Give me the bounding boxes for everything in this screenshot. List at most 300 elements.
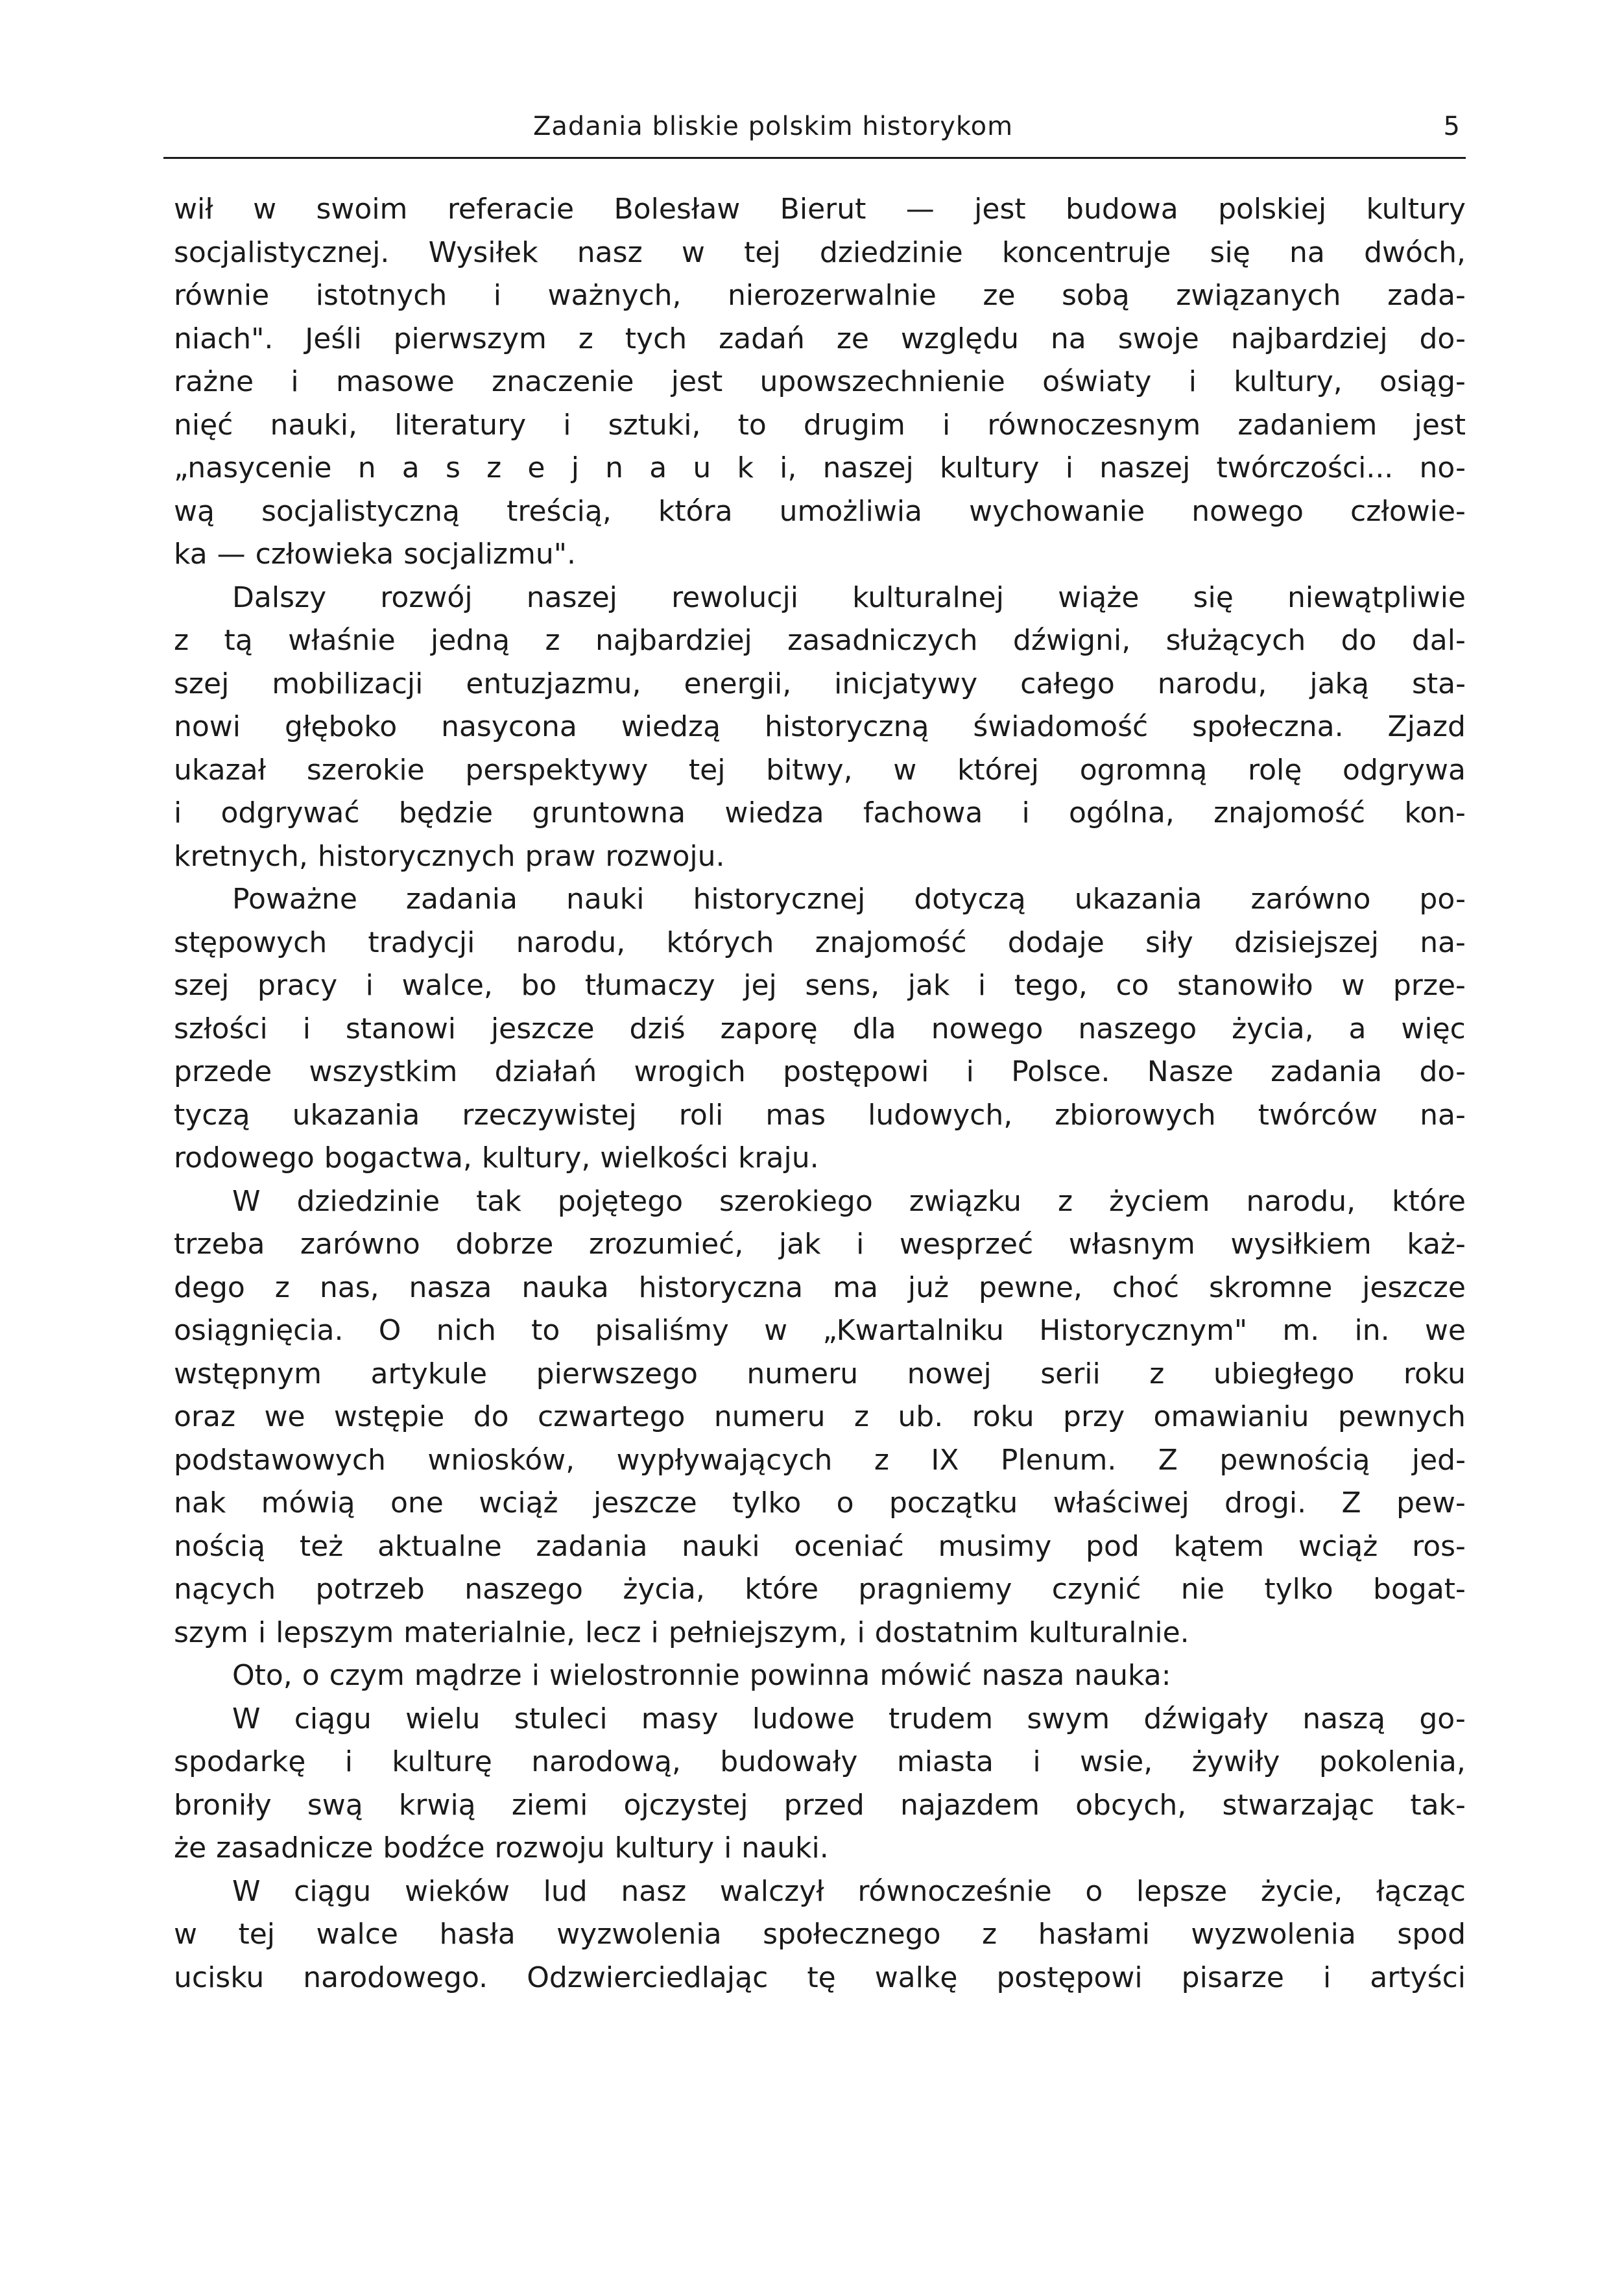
word: ukazania	[1074, 883, 1202, 916]
word: wsie,	[1080, 1745, 1153, 1778]
word: kultury,	[481, 1141, 591, 1174]
word: zadania	[536, 1529, 648, 1563]
word: dego	[174, 1270, 245, 1304]
word: miasta	[896, 1745, 994, 1778]
word: socjalizmu".	[403, 538, 576, 571]
text-line	[174, 835, 1466, 879]
word: Nasze	[1147, 1055, 1234, 1088]
word: wniosków,	[427, 1443, 575, 1477]
word: wstępie	[333, 1400, 445, 1433]
word: i	[856, 1228, 865, 1261]
word: tego,	[1014, 969, 1088, 1002]
word: bo	[521, 969, 557, 1002]
word: postępowi	[996, 1960, 1143, 1994]
word: a	[649, 451, 667, 484]
word: swoim	[316, 193, 408, 226]
word: do	[473, 1400, 509, 1433]
word: ojczystej	[623, 1788, 748, 1822]
word: zasadnicze	[216, 1831, 374, 1865]
word: zada-	[1387, 279, 1466, 312]
word: pokolenia,	[1319, 1745, 1466, 1778]
word: nasza	[981, 1659, 1065, 1692]
word: O	[378, 1314, 401, 1347]
word: stuleci	[514, 1702, 608, 1735]
word: nasza	[409, 1270, 492, 1304]
word: nas,	[319, 1270, 379, 1304]
text-line	[174, 577, 1466, 620]
word: ogromną	[1079, 753, 1208, 787]
word: jeszcze	[490, 1012, 595, 1045]
word: ubiegłego	[1213, 1357, 1355, 1390]
word: pierwszym	[393, 322, 547, 355]
word: musimy	[938, 1529, 1052, 1563]
text-line	[174, 533, 1466, 577]
word: właśnie	[288, 624, 396, 657]
word: krwią	[398, 1788, 476, 1822]
word: życia,	[1232, 1012, 1314, 1045]
word: nierozerwalnie	[728, 279, 937, 312]
word: przede	[174, 1055, 272, 1088]
word: masy	[641, 1702, 719, 1735]
word: pisarze	[1181, 1960, 1284, 1994]
word: materialnie,	[403, 1615, 575, 1649]
word: nauki	[566, 883, 645, 916]
word: z	[1149, 1357, 1165, 1390]
text-line	[174, 663, 1466, 706]
word: nie	[1180, 1573, 1224, 1606]
word: budowały	[720, 1745, 858, 1778]
word: broniły	[174, 1788, 272, 1822]
word: pełniejszym,	[668, 1615, 848, 1649]
word: narodową,	[531, 1745, 681, 1778]
word: one	[390, 1486, 444, 1519]
word: ze	[983, 279, 1016, 312]
word: znajomość	[815, 925, 967, 959]
word: zbiorowych	[1055, 1098, 1216, 1132]
word: historyczna	[638, 1270, 804, 1304]
word: nowej	[907, 1357, 992, 1390]
word: do-	[1419, 1055, 1466, 1088]
word: nięć	[174, 408, 233, 442]
word: postępowi	[783, 1055, 929, 1088]
word: hasłami	[1038, 1918, 1150, 1951]
word: z	[982, 1918, 997, 1951]
word: zadania	[405, 883, 518, 916]
word: żywiły	[1191, 1745, 1280, 1778]
word: sta-	[1411, 667, 1466, 700]
word: potrzeb	[315, 1573, 425, 1606]
word: istotnych	[315, 279, 448, 312]
word: mówią	[261, 1486, 355, 1519]
word: budowa	[1066, 193, 1178, 226]
word: i	[365, 969, 374, 1002]
word: dla	[852, 1012, 896, 1045]
word: ros-	[1412, 1529, 1466, 1563]
word: o	[1085, 1874, 1103, 1908]
word: szej	[174, 969, 230, 1002]
text-line	[174, 792, 1466, 835]
word: roku	[972, 1400, 1034, 1433]
word: nauki,	[270, 408, 357, 442]
word: szej	[174, 667, 230, 700]
word: też	[299, 1529, 344, 1563]
word: właściwej	[1053, 1486, 1189, 1519]
word: tą	[224, 624, 253, 657]
text-line	[174, 878, 1466, 922]
word: mas	[765, 1098, 826, 1132]
word: ub.	[898, 1400, 944, 1433]
word: wyzwolenia	[556, 1918, 722, 1951]
word: oceniać	[794, 1529, 904, 1563]
word: wiedzą	[621, 710, 721, 743]
word: rozwoju	[494, 1831, 605, 1865]
word: Polsce.	[1011, 1055, 1110, 1088]
word: hasła	[439, 1918, 516, 1951]
word: tę	[807, 1960, 836, 1994]
word: tej	[238, 1918, 276, 1951]
word: i	[651, 1615, 659, 1649]
word: perspektywy	[465, 753, 649, 787]
word: kątem	[1173, 1529, 1265, 1563]
text-line	[174, 1957, 1466, 2000]
word: z	[874, 1443, 889, 1477]
text-line	[174, 188, 1466, 232]
word: mobilizacji	[272, 667, 424, 700]
word: stępowych	[174, 925, 328, 959]
text-line	[174, 964, 1466, 1008]
word: nauki.	[741, 1831, 829, 1865]
word: na	[1289, 235, 1325, 269]
text-line	[174, 619, 1466, 663]
word: historycznej	[693, 883, 866, 916]
word: tłumaczy	[584, 969, 715, 1002]
word: wypływających	[616, 1443, 833, 1477]
word: drugim	[803, 408, 905, 442]
word: wstępnym	[174, 1357, 322, 1390]
word: rolę	[1248, 753, 1302, 787]
word: we	[1424, 1314, 1466, 1347]
word: wychowanie	[969, 494, 1145, 528]
word: ziemi	[511, 1788, 588, 1822]
word: początku	[889, 1486, 1018, 1519]
word: społeczna.	[1192, 710, 1344, 743]
word: człowie-	[1350, 494, 1466, 528]
text-line	[174, 1353, 1466, 1396]
word: i	[724, 1831, 732, 1865]
word: zarówno	[1250, 883, 1371, 916]
word: jest	[671, 365, 723, 398]
word: szłości	[174, 1012, 268, 1045]
word: praw	[525, 839, 596, 873]
word: kulturalnie.	[1028, 1615, 1189, 1649]
word: stwarzając	[1222, 1788, 1375, 1822]
text-line	[174, 1913, 1466, 1957]
word: odgrywać	[221, 796, 360, 829]
word: dziś	[629, 1012, 686, 1045]
word: bogactwa,	[324, 1141, 472, 1174]
word: dotyczą	[914, 883, 1026, 916]
word: swym	[1027, 1702, 1110, 1735]
word: dźwigni,	[1012, 624, 1131, 657]
text-line	[174, 1827, 1466, 1870]
word: na-	[1420, 925, 1466, 959]
word: naszej	[822, 451, 914, 484]
page-number: 5	[1443, 112, 1461, 141]
word: i	[493, 279, 501, 312]
word: wielkości	[600, 1141, 728, 1174]
word: pragniemy	[858, 1573, 1012, 1606]
word: roku	[1403, 1357, 1466, 1390]
word: znajomość	[1213, 796, 1366, 829]
word: wił	[174, 193, 213, 226]
word: będzie	[398, 796, 494, 829]
word: zaporę	[720, 1012, 818, 1045]
word: pew-	[1396, 1486, 1466, 1519]
word: równoczesnym	[987, 408, 1201, 442]
word: swoje	[1117, 322, 1199, 355]
text-line	[174, 1784, 1466, 1828]
word: Plenum.	[1000, 1443, 1117, 1477]
word: ludowych,	[868, 1098, 1013, 1132]
word: w	[1341, 969, 1365, 1002]
word: jeszcze	[593, 1486, 697, 1519]
word: z	[174, 624, 189, 657]
word: ciągu	[294, 1702, 372, 1735]
word: zadaniem	[1237, 408, 1378, 442]
word: własnym	[1068, 1228, 1195, 1261]
word: dwóch,	[1364, 235, 1466, 269]
word: in.	[1354, 1314, 1390, 1347]
word: prze-	[1392, 969, 1466, 1002]
word: niach".	[174, 322, 274, 355]
word: jest	[1414, 408, 1466, 442]
word: bogat-	[1373, 1573, 1466, 1606]
word: pewne,	[979, 1270, 1082, 1304]
word: twórców	[1258, 1098, 1378, 1132]
word: W	[232, 1184, 261, 1218]
word: socjalistycznej.	[174, 235, 390, 269]
text-line	[174, 1612, 1466, 1655]
word: nących	[174, 1573, 276, 1606]
word: że	[174, 1831, 207, 1865]
word: „Kwartalniku	[822, 1314, 1005, 1347]
word: mówić	[879, 1659, 972, 1692]
word: nością	[174, 1529, 266, 1563]
word: W	[232, 1874, 261, 1908]
text-line	[174, 404, 1466, 447]
word: ze	[836, 322, 869, 355]
word: osiągnięcia.	[174, 1314, 344, 1347]
word: związanych	[1176, 279, 1341, 312]
word: jeszcze	[1362, 1270, 1466, 1304]
word: i	[1033, 1745, 1041, 1778]
word: po-	[1419, 883, 1466, 916]
word: sens,	[805, 969, 880, 1002]
word: tradycji	[368, 925, 475, 959]
word: z	[854, 1400, 870, 1433]
word: dziedzinie	[819, 235, 963, 269]
word: go-	[1419, 1702, 1466, 1735]
word: treścią,	[507, 494, 612, 528]
word: działań	[494, 1055, 597, 1088]
word: naszej	[526, 580, 617, 614]
word: których	[666, 925, 774, 959]
word: fachowa	[863, 796, 983, 829]
word: dostatnim	[874, 1615, 1019, 1649]
text-line	[174, 1870, 1466, 1914]
word: kultury,	[1234, 365, 1343, 398]
text-line	[174, 922, 1466, 965]
word: tej	[744, 235, 781, 269]
word: walczył	[719, 1874, 824, 1908]
text-line	[174, 1439, 1466, 1483]
word: walkę	[874, 1960, 958, 1994]
running-title: Zadania bliskie polskim historykom	[533, 112, 1014, 141]
word: zadań	[719, 322, 805, 355]
word: rozwoju.	[605, 839, 725, 873]
word: znaczenie	[491, 365, 634, 398]
word: IX	[931, 1443, 959, 1477]
word: Zjazd	[1387, 710, 1466, 743]
word: powinna	[749, 1659, 870, 1692]
word: ukazał	[174, 753, 267, 787]
word: ma	[833, 1270, 878, 1304]
word: lecz	[584, 1615, 641, 1649]
word: i	[857, 1615, 865, 1649]
word: bitwy,	[766, 753, 853, 787]
word: wiedza	[724, 796, 824, 829]
word: w	[253, 193, 277, 226]
word: się	[1210, 235, 1250, 269]
word: sobą	[1062, 279, 1130, 312]
word: kulturę	[392, 1745, 492, 1778]
word: drogi.	[1224, 1486, 1307, 1519]
word: pracy	[257, 969, 338, 1002]
word: szym	[174, 1615, 248, 1649]
word: wielu	[405, 1702, 481, 1735]
word: której	[957, 753, 1040, 787]
word: całego	[1020, 667, 1115, 700]
word: nasz	[577, 235, 643, 269]
word: równocześnie	[857, 1874, 1052, 1908]
word: tylko	[1264, 1573, 1333, 1606]
word: z	[578, 322, 593, 355]
word: i	[1188, 365, 1197, 398]
word: skromne	[1209, 1270, 1333, 1304]
header-rule	[163, 157, 1466, 159]
word: „nasycenie	[174, 451, 332, 484]
word: we	[264, 1400, 305, 1433]
word: jed-	[1411, 1443, 1466, 1477]
word: pisaliśmy	[595, 1314, 729, 1347]
word: narodu,	[1157, 667, 1267, 700]
word: nak	[174, 1486, 226, 1519]
text-line	[174, 274, 1466, 318]
word: tylko	[732, 1486, 802, 1519]
word: i	[563, 408, 571, 442]
word: wielostronnie	[549, 1659, 740, 1692]
word: zarówno	[300, 1228, 420, 1261]
word: ludowe	[752, 1702, 855, 1735]
word: kraju.	[737, 1141, 819, 1174]
word: życia,	[623, 1573, 705, 1606]
word: w	[764, 1314, 788, 1347]
word: i,	[780, 451, 797, 484]
word: która	[658, 494, 733, 528]
word: społecznego	[763, 1918, 941, 1951]
word: niewątpliwie	[1287, 580, 1466, 614]
word: kretnych,	[174, 839, 308, 873]
word: o	[302, 1659, 320, 1692]
word: przed	[783, 1788, 865, 1822]
word: nowego	[1191, 494, 1304, 528]
word: życie,	[1260, 1874, 1343, 1908]
word: a	[1348, 1012, 1367, 1045]
word: przy	[1063, 1400, 1125, 1433]
word: koncentruje	[1001, 235, 1171, 269]
word: Wysiłek	[428, 235, 538, 269]
word: k	[737, 451, 754, 484]
word: W	[232, 1702, 261, 1735]
word: lepsze	[1136, 1874, 1228, 1908]
word: tyczą	[174, 1098, 250, 1132]
word: nauki	[682, 1529, 760, 1563]
word: które	[745, 1573, 819, 1606]
word: i	[302, 1012, 311, 1045]
word: trudem	[889, 1702, 994, 1735]
word: bodźce	[383, 1831, 485, 1865]
word: ogólna,	[1069, 796, 1175, 829]
word: stanowi	[345, 1012, 457, 1045]
word: pojętego	[557, 1184, 684, 1218]
word: tak-	[1410, 1788, 1466, 1822]
word: wą	[174, 494, 215, 528]
word: artyści	[1370, 1960, 1466, 1994]
word: zasadniczych	[787, 624, 978, 657]
word: socjalistyczną	[261, 494, 460, 528]
word: jedną	[431, 624, 510, 657]
text-line	[174, 1180, 1466, 1224]
word: z	[486, 451, 502, 484]
word: jej	[743, 969, 777, 1002]
word: ciągu	[294, 1874, 372, 1908]
word: wszystkim	[309, 1055, 458, 1088]
word: omawianiu	[1153, 1400, 1309, 1433]
word: czwartego	[537, 1400, 686, 1433]
word: lud	[543, 1874, 588, 1908]
text-line	[174, 1482, 1466, 1525]
word: kon-	[1404, 796, 1466, 829]
word: s	[445, 451, 460, 484]
word: nich	[436, 1314, 496, 1347]
text-line	[174, 749, 1466, 792]
word: głęboko	[284, 710, 398, 743]
text-line	[174, 1741, 1466, 1784]
word: naszej	[1099, 451, 1191, 484]
text-line	[174, 490, 1466, 534]
word: świadomość	[973, 710, 1149, 743]
word: jak	[778, 1228, 821, 1261]
word: twórczości...	[1216, 451, 1394, 484]
text-line	[174, 1525, 1466, 1569]
word: rzeczywistej	[462, 1098, 637, 1132]
word: Oto,	[232, 1659, 293, 1692]
word: dźwigały	[1143, 1702, 1269, 1735]
text-line	[174, 1568, 1466, 1612]
word: entuzjazmu,	[466, 667, 641, 700]
word: n	[605, 451, 624, 484]
word: Bierut	[780, 193, 866, 226]
